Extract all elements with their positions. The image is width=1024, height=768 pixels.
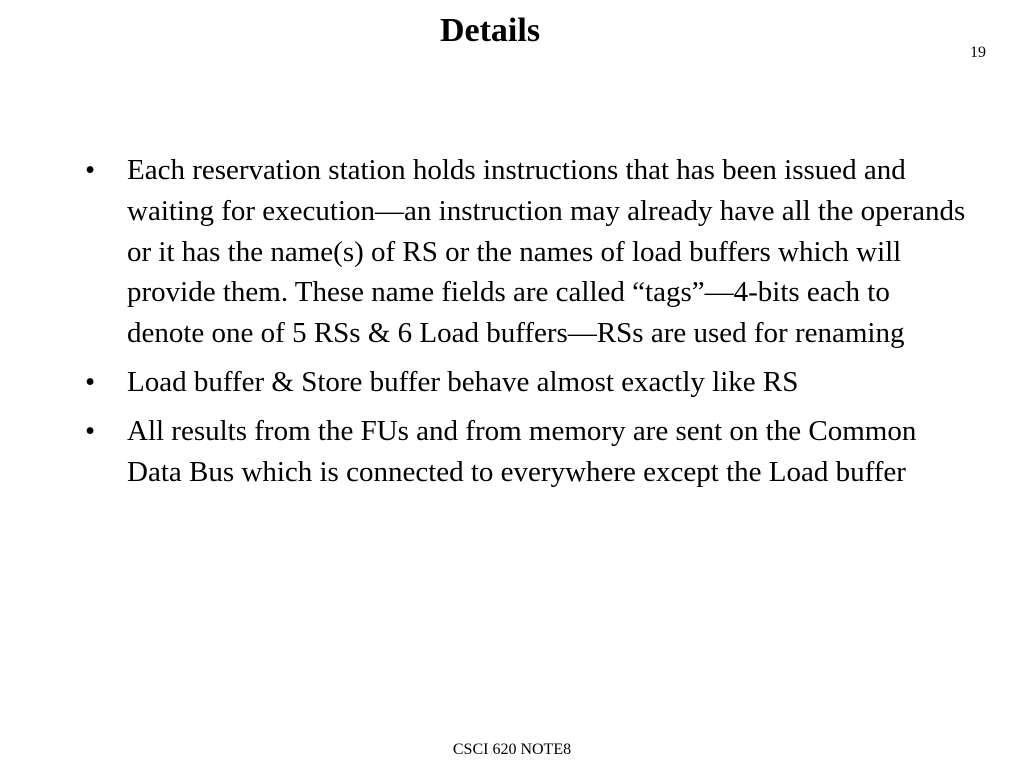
bullet-icon: • bbox=[85, 414, 96, 447]
bullet-item bbox=[82, 411, 967, 493]
bullet-icon: • bbox=[85, 154, 96, 186]
bullet-icon: • bbox=[85, 365, 96, 398]
page-number: 19 bbox=[970, 44, 986, 61]
bullet-item bbox=[82, 362, 967, 403]
bullet-text: Load buffer & Store buffer behave almost exactly like RS bbox=[127, 365, 799, 398]
bullet-text: Each reservation station holds instructions that has been issued and waiting for execution—an instruction may already have all the operands or it has the name(s) of RS or the names of load buffers which will provide them. These name fields are called “tags”—4-bits each to denote one of 5 RSs & 6 Load buffers—RSs are used for renaming bbox=[127, 154, 966, 350]
bullet-list bbox=[82, 150, 967, 500]
slide-footer: CSCI 620 NOTE8 bbox=[452, 741, 572, 758]
slide-title: Details bbox=[439, 12, 541, 49]
bullet-item bbox=[82, 150, 967, 354]
bullet-text: All results from the FUs and from memory are sent on the Common Data Bus which is connected to everywhere except the Load buffer bbox=[127, 414, 917, 488]
